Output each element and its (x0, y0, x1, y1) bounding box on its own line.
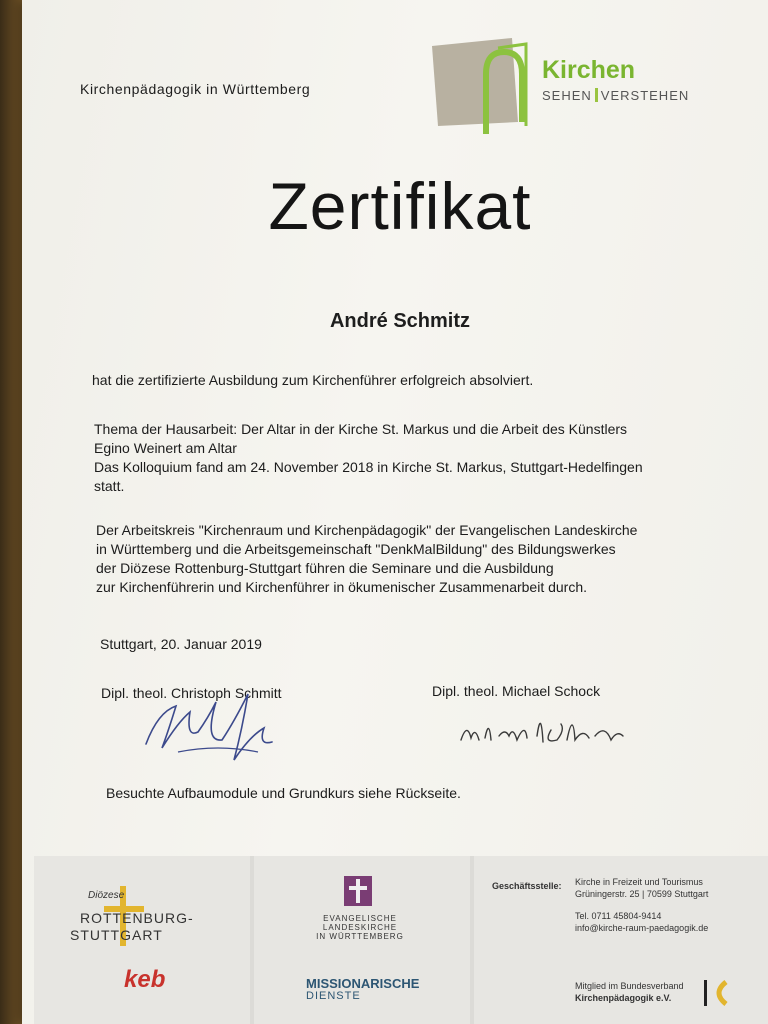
recipient-name: André Schmitz (329, 310, 471, 332)
thesis-line: statt. (94, 478, 125, 494)
signature-1 (138, 682, 288, 766)
logo-subtitle (542, 88, 689, 103)
signature-2 (455, 700, 635, 755)
thesis-line: Das Kolloquium fand am 24. November 2018 in Kirche St. Markus, Stuttgart-Hedelfingen (94, 459, 643, 475)
cooperation-line: zur Kirchenführerin und Kirchenführer in ökumenischer Zusammenarbeit durch. (96, 579, 588, 595)
diocese-name-line1: ROTTENBURG- (80, 910, 194, 926)
landeskirche-line2: IN WÜRTTEMBERG (316, 932, 404, 941)
member-info (575, 980, 684, 1004)
cooperation-line: der Diözese Rottenburg-Stuttgart führen die Seminare und die Ausbildung (96, 560, 554, 576)
logo-title: Kirchen (542, 56, 636, 84)
cooperation-line: in Württemberg und die Arbeitsgemeinschaft "DenkMalBildung" des Bildungswerkes (96, 541, 616, 557)
reverse-side-note: Besuchte Aufbaumodule und Grundkurs siehe Rückseite. (106, 785, 461, 801)
certificate-title: Zertifikat (268, 169, 532, 243)
office-phone: Tel. 0711 45804-9414 (575, 911, 662, 921)
completion-statement: hat die zertifizierte Ausbildung zum Kirchenführer erfolgreich absolviert. (92, 372, 534, 388)
office-email: info@kirche-raum-paedagogik.de (575, 923, 709, 933)
bundesverband-logo-icon (704, 978, 730, 1008)
logo-subtitle-left: SEHEN (542, 88, 592, 103)
signatory-1-label: Dipl. theol. Christoph Schmitt (101, 685, 282, 701)
header-organization: Kirchenpädagogik in Württemberg (80, 81, 311, 97)
diocese-name-line2: STUTTGART (70, 927, 163, 943)
kirchen-logo-graphic (428, 30, 728, 142)
logo-subtitle-right: VERSTEHEN (600, 88, 690, 103)
landeskirche-cross-icon (344, 876, 372, 906)
office-address: Grüningerstr. 25 | 70599 Stuttgart (575, 889, 709, 899)
member-line1: Mitglied im Bundesverband (575, 981, 684, 991)
office-name: Kirche in Freizeit und Tourismus (575, 877, 703, 887)
diocese-small-label: Diözese (88, 890, 125, 901)
cooperation-line: Der Arbeitskreis "Kirchenraum und Kirchenpädagogik" der Evangelischen Landeskirche (96, 522, 638, 538)
office-details (575, 876, 708, 934)
signatory-2-label: Dipl. theol. Michael Schock (432, 683, 601, 699)
thesis-paragraph (94, 420, 714, 496)
thesis-line: Egino Weinert am Altar (94, 440, 237, 456)
logo-divider (595, 88, 598, 102)
place-date: Stuttgart, 20. Januar 2019 (100, 636, 262, 652)
keb-logo: keb (124, 966, 166, 993)
landeskirche-name (290, 914, 430, 941)
thesis-line: Thema der Hausarbeit: Der Altar in der Kirche St. Markus und die Arbeit des Künstlers (94, 421, 628, 437)
missionarische-line2: DIENSTE (306, 990, 361, 1002)
cooperation-paragraph (96, 521, 736, 597)
landeskirche-line1: EVANGELISCHE LANDESKIRCHE (322, 914, 398, 932)
missionarische-line1: MISSIONARISCHE (306, 976, 420, 991)
member-line2: Kirchenpädagogik e.V. (575, 993, 672, 1003)
office-label: Geschäftsstelle: (492, 881, 562, 891)
